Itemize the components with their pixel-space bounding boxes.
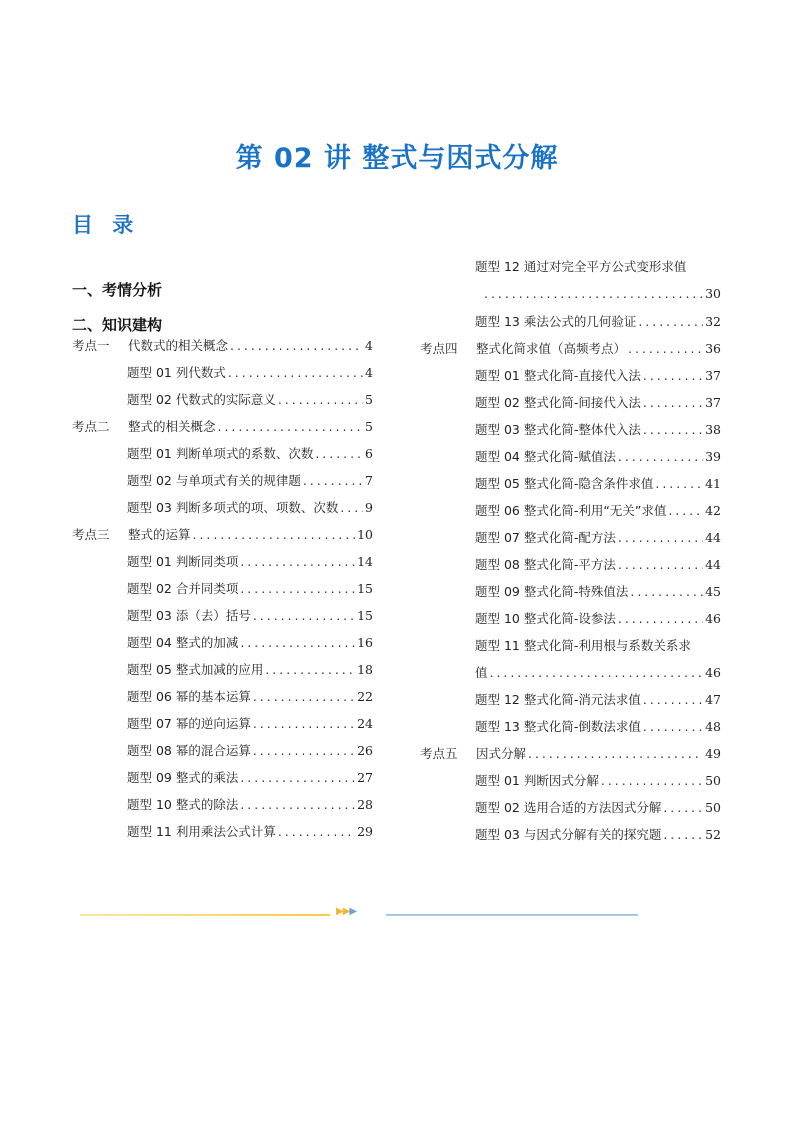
toc-page-number: 32 <box>705 314 721 329</box>
toc-item-text: 题型 01 判断单项式的系数、次数 <box>127 446 314 461</box>
toc-item-right-9[interactable] <box>475 555 721 575</box>
toc-topic-right-tail-2[interactable] <box>420 744 721 764</box>
toc-item-left-9[interactable] <box>127 579 373 599</box>
toc-item-text: 题型 13 乘法公式的几何验证 <box>475 314 637 329</box>
toc-topic-text <box>72 525 191 545</box>
toc-page-number: 10 <box>357 527 373 542</box>
toc-item-left-18[interactable] <box>127 822 373 842</box>
toc-leader-dots <box>618 555 703 575</box>
toc-topic-name: 整式化简求值（高频考点） <box>476 341 627 356</box>
toc-page-number: 44 <box>705 530 721 545</box>
toc-topic-name: 代数式的相关概念 <box>128 338 229 353</box>
toc-item-right-tail-1[interactable] <box>475 717 721 737</box>
toc-page-number: 42 <box>705 503 721 518</box>
toc-page-number: 9 <box>365 500 373 515</box>
toc-leader-dots <box>253 741 355 761</box>
toc-page-number: 4 <box>365 338 373 353</box>
toc-topic-left-3[interactable] <box>72 417 373 437</box>
toc-item-text: 题型 04 整式的加减 <box>127 635 239 650</box>
toc-page-number: 14 <box>357 554 373 569</box>
toc-item-left-13[interactable] <box>127 687 373 707</box>
toc-item-text: 题型 01 判断因式分解 <box>475 773 599 788</box>
toc-item-text: 题型 01 整式化简-直接代入法 <box>475 368 641 383</box>
toc-leader-dots <box>253 714 355 734</box>
footer-divider-left <box>80 914 330 916</box>
toc-item-text: 题型 02 合并同类项 <box>127 581 239 596</box>
toc-topic-label: 考点四 <box>420 341 458 356</box>
toc-item-text: 题型 02 选用合适的方法因式分解 <box>475 800 662 815</box>
toc-item-left-11[interactable] <box>127 633 373 653</box>
footer-divider-right <box>386 914 638 916</box>
toc-item-text: 题型 12 整式化简-消元法求值 <box>475 692 641 707</box>
toc-heading: 目 录 <box>72 213 140 237</box>
toc-item-right-5[interactable] <box>475 447 721 467</box>
toc-leader-dots <box>253 606 355 626</box>
toc-leader-dots <box>618 609 703 629</box>
toc-page-number: 50 <box>705 773 721 788</box>
toc-page-number: 30 <box>705 286 721 301</box>
toc-leader-dots <box>240 795 355 815</box>
toc-leader-dots <box>643 393 703 413</box>
toc-item-text: 题型 09 整式的乘法 <box>127 770 239 785</box>
toc-page-number: 29 <box>357 824 373 839</box>
toc-item-text: 题型 03 判断多项式的项、项数、次数 <box>127 500 339 515</box>
toc-item-text: 题型 09 整式化简-特殊值法 <box>475 584 629 599</box>
toc-page-number: 46 <box>705 665 721 680</box>
toc-leader-dots <box>663 798 703 818</box>
toc-topic-left-0[interactable] <box>72 336 373 356</box>
toc-leader-dots <box>628 339 703 359</box>
toc-item-left-17[interactable] <box>127 795 373 815</box>
toc-page-number: 46 <box>705 611 721 626</box>
toc-leader-dots <box>618 447 703 467</box>
toc-topic-label: 考点五 <box>420 746 458 761</box>
toc-leader-dots <box>193 525 356 545</box>
toc-item-right-tail-0[interactable] <box>475 690 721 710</box>
toc-page-number: 49 <box>705 746 721 761</box>
toc-page-number: 41 <box>705 476 721 491</box>
toc-leader-dots <box>643 366 703 386</box>
toc-page-number: 22 <box>357 689 373 704</box>
toc-page-number: 37 <box>705 368 721 383</box>
toc-item-right-wrap-cont[interactable] <box>475 663 721 683</box>
toc-item-text: 题型 06 整式化简-利用“无关”求值 <box>475 503 667 518</box>
toc-item-right-tail-5[interactable] <box>475 825 721 845</box>
toc-page-number: 16 <box>357 635 373 650</box>
toc-leader-dots <box>303 471 363 491</box>
toc-page-number: 28 <box>357 797 373 812</box>
toc-leader-dots <box>240 633 355 653</box>
toc-page-number: 37 <box>705 395 721 410</box>
toc-page-number: 36 <box>705 341 721 356</box>
toc-leader-dots <box>643 690 703 710</box>
toc-leader-dots <box>240 768 355 788</box>
toc-item-left-16[interactable] <box>127 768 373 788</box>
toc-page-number: 27 <box>357 770 373 785</box>
toc-item-right-3[interactable] <box>475 393 721 413</box>
toc-topic-name: 整式的运算 <box>128 527 191 542</box>
toc-topic-right-1[interactable] <box>420 339 721 359</box>
toc-item-left-8[interactable] <box>127 552 373 572</box>
toc-item-left-2[interactable] <box>127 390 373 410</box>
toc-leader-dots <box>601 771 703 791</box>
toc-page-number: 47 <box>705 692 721 707</box>
toc-page-number: 52 <box>705 827 721 842</box>
toc-item-text: 题型 02 代数式的实际意义 <box>127 392 276 407</box>
toc-page-number: 7 <box>365 473 373 488</box>
toc-item-text: 题型 04 整式化简-赋值法 <box>475 449 616 464</box>
toc-page-number: 44 <box>705 557 721 572</box>
toc-item-text: 题型 03 与因式分解有关的探究题 <box>475 827 662 842</box>
toc-page-number: 6 <box>365 446 373 461</box>
toc-item-text: 题型 03 整式化简-整体代入法 <box>475 422 641 437</box>
toc-item-text: 题型 06 幂的基本运算 <box>127 689 251 704</box>
toc-item-right-tail-3[interactable] <box>475 771 721 791</box>
toc-item-right-0[interactable] <box>475 312 721 332</box>
toc-item-right-8[interactable] <box>475 528 721 548</box>
toc-leader-dots <box>230 336 363 356</box>
toc-item-text: 题型 10 整式的除法 <box>127 797 239 812</box>
toc-topic-text <box>72 336 228 356</box>
toc-topic-label: 考点二 <box>72 419 110 434</box>
toc-page-number: 24 <box>357 716 373 731</box>
toc-item-right-tail-4[interactable] <box>475 798 721 818</box>
toc-leader-dots <box>655 474 703 494</box>
toc-item-text: 题型 02 整式化简-间接代入法 <box>475 395 641 410</box>
toc-leader-dots <box>643 717 703 737</box>
toc-item-text: 题型 11 利用乘法公式计算 <box>127 824 276 839</box>
toc-item-left-1[interactable] <box>127 363 373 383</box>
toc-item-left-5[interactable] <box>127 471 373 491</box>
toc-item-text: 题型 05 整式加减的应用 <box>127 662 264 677</box>
toc-page-number: 38 <box>705 422 721 437</box>
toc-topic-label: 考点一 <box>72 338 110 353</box>
toc-page-number: 15 <box>357 608 373 623</box>
toc-page-number: 45 <box>705 584 721 599</box>
toc-item-left-4[interactable] <box>127 444 373 464</box>
toc-item-left-6[interactable] <box>127 498 373 518</box>
toc-item-left-10[interactable] <box>127 606 373 626</box>
toc-page-number: 4 <box>365 365 373 380</box>
toc-item-right-6[interactable] <box>475 474 721 494</box>
toc-page-number: 48 <box>705 719 721 734</box>
toc-item-text: 值 <box>475 665 488 680</box>
toc-leader-dots <box>643 420 703 440</box>
toc-page-number: 50 <box>705 800 721 815</box>
toc-topic-left-7[interactable] <box>72 525 373 545</box>
toc-page-number: 18 <box>357 662 373 677</box>
toc-item-text: 题型 07 整式化简-配方法 <box>475 530 616 545</box>
toc-leader-dots <box>228 363 363 383</box>
toc-leader-dots <box>278 390 363 410</box>
toc-item-text: 题型 01 判断同类项 <box>127 554 239 569</box>
toc-item-right-top[interactable]: 题型 12 通过对完全平方公式变形求值 <box>475 259 687 274</box>
toc-item-left-12[interactable] <box>127 660 373 680</box>
toc-page-number: 15 <box>357 581 373 596</box>
toc-page-number: 39 <box>705 449 721 464</box>
toc-item-right-7[interactable] <box>475 501 721 521</box>
toc-leader-dots <box>630 582 703 602</box>
toc-item-text: 题型 03 添（去）括号 <box>127 608 251 623</box>
toc-item-text: 题型 08 幂的混合运算 <box>127 743 251 758</box>
toc-leader-dots <box>315 444 363 464</box>
toc-item-right-11[interactable] <box>475 609 721 629</box>
toc-topic-text <box>72 417 216 437</box>
toc-item-right-top-cont[interactable] <box>482 284 721 304</box>
toc-topic-name: 整式的相关概念 <box>128 419 216 434</box>
footer-arrows-icon: ▶▶▶ <box>336 906 357 917</box>
toc-leader-dots <box>253 687 355 707</box>
toc-page-number: 26 <box>357 743 373 758</box>
toc-item-text: 题型 02 与单项式有关的规律题 <box>127 473 301 488</box>
toc-leader-dots <box>278 822 355 842</box>
toc-item-text: 题型 10 整式化简-设参法 <box>475 611 616 626</box>
toc-topic-text <box>420 339 626 359</box>
section-analysis[interactable]: 一、考情分析 <box>72 281 163 299</box>
toc-leader-dots <box>340 498 363 518</box>
toc-leader-dots <box>265 660 355 680</box>
toc-page-number: 5 <box>365 419 373 434</box>
toc-topic-label: 考点三 <box>72 527 110 542</box>
section-knowledge[interactable]: 二、知识建构 <box>72 316 163 334</box>
toc-leader-dots <box>638 312 703 332</box>
toc-page-number: 5 <box>365 392 373 407</box>
toc-topic-name: 因式分解 <box>476 746 527 761</box>
toc-topic-text <box>420 744 526 764</box>
toc-item-right-4[interactable] <box>475 420 721 440</box>
toc-leader-dots <box>240 579 355 599</box>
toc-item-text: 题型 01 列代数式 <box>127 365 226 380</box>
toc-leader-dots <box>528 744 703 764</box>
toc-item-right-10[interactable] <box>475 582 721 602</box>
toc-leader-dots <box>490 663 704 683</box>
page-title: 第 02 讲 整式与因式分解 <box>235 143 559 174</box>
toc-leader-dots <box>218 417 364 437</box>
toc-item-right-wrap[interactable]: 题型 11 整式化简-利用根与系数关系求 <box>475 638 691 653</box>
toc-item-text: 题型 07 幂的逆向运算 <box>127 716 251 731</box>
toc-item-left-15[interactable] <box>127 741 373 761</box>
toc-item-text: 题型 08 整式化简-平方法 <box>475 557 616 572</box>
toc-item-right-2[interactable] <box>475 366 721 386</box>
toc-item-text: 题型 13 整式化简-倒数法求值 <box>475 719 641 734</box>
toc-leader-dots <box>663 825 703 845</box>
toc-leader-dots <box>668 501 703 521</box>
toc-leader-dots <box>484 284 703 304</box>
toc-leader-dots <box>240 552 355 572</box>
toc-item-text: 题型 05 整式化简-隐含条件求值 <box>475 476 654 491</box>
toc-item-left-14[interactable] <box>127 714 373 734</box>
toc-leader-dots <box>618 528 703 548</box>
